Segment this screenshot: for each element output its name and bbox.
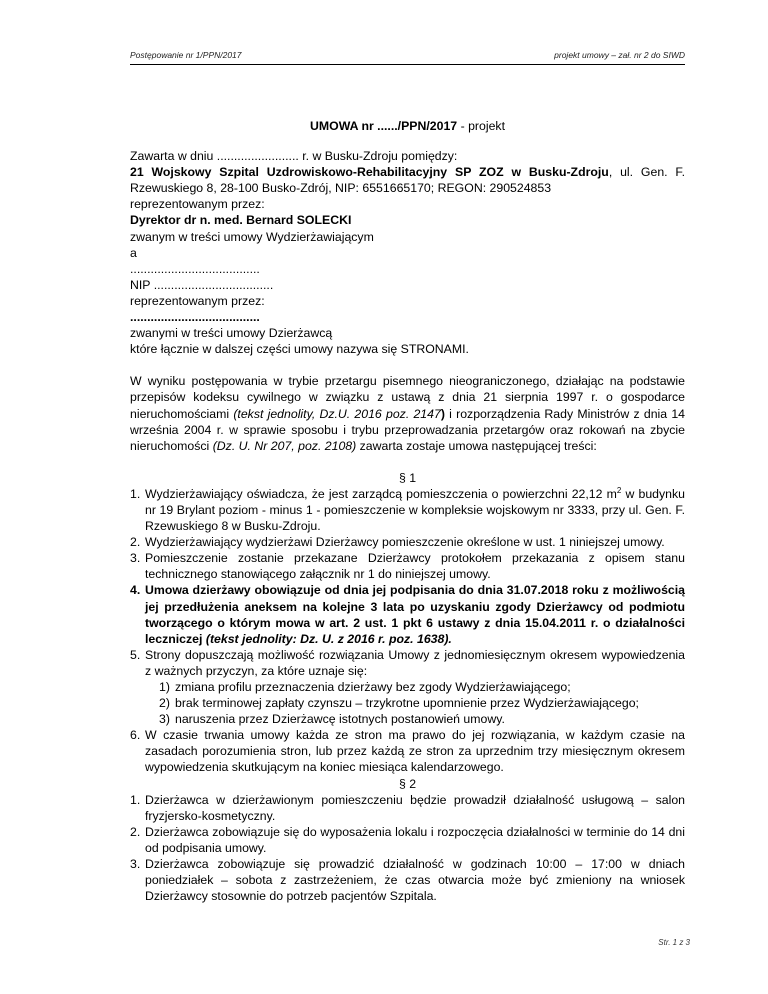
intro-citation-2: (Dz. U. Nr 207, poz. 2108) — [212, 438, 357, 453]
lessor-name: 21 Wojskowy Szpital Uzdrowiskowo-Rehabilitacyjny SP ZOZ w Busku-Zdroju — [130, 165, 609, 180]
s1-item-5-num: 5. — [130, 647, 141, 662]
s2-item-2-num: 2. — [130, 824, 141, 839]
intro-text-3: zawarta zostaje umowa następującej treści: — [356, 438, 597, 453]
s1-sub-2-num: 2) — [159, 696, 170, 711]
parties-definition: które łącznie w dalszej części umowy nazywa się STRONAMI. — [130, 342, 469, 357]
s1-item-2 — [130, 534, 685, 550]
s1-sub-1-text: zmiana profilu przeznaczenia dzierżawy bez zgody Wydzierżawiającego; — [175, 680, 571, 694]
lessor-address-part2: Rzewuskiego 8, 28-100 Busko-Zdrój, NIP: 6551665170; REGON: 290524853 — [130, 181, 552, 196]
s2-item-1-text: Dzierżawca w dzierżawionym pomieszczeniu będzie prowadził działalność usługową – salon fryzjersko-kosmetyczny. — [145, 792, 685, 823]
lessee-representative-blank: ...................................... — [130, 310, 260, 325]
lessee-definition: zwanymi w treści umowy Dzierżawcą — [130, 326, 333, 341]
s2-item-3-text: Dzierżawca zobowiązuje się prowadzić działalność w godzinach 10:00 – 17:00 w dniach poniedziałek – sobota z zastrzeżeniem, że czas otwarcia może być zmieniony na wniosek Dzierżawcy stosownie do potrzeb pacjentów Szpitala. — [145, 857, 685, 904]
represented-by-2: reprezentowanym przez: — [130, 293, 265, 308]
section-2-heading: § 2 — [398, 776, 417, 791]
director-name: Dyrektor dr n. med. Bernard SOLECKI — [130, 213, 352, 228]
s1-item-1-text-b: w budynku nr 19 Brylant poziom - minus 1 - pomieszczenie w kompleksie wojskowym nr 3333, przy ul. Gen. F. Rzewuskiego 8 w Busku-Zdroju. — [145, 486, 685, 534]
s1-item-6-text: W czasie trwania umowy każda ze stron ma prawo do jej rozwiązania, w każdym czasie na zasadach porozumienia stron, lub przez każdą ze stron za uprzednim trzy miesięcznym okresem wypowiedzenia skutkującym na koniec miesiąca kalendarzowego. — [145, 728, 685, 775]
intro-paragraph — [130, 373, 685, 453]
lessor-details — [130, 164, 685, 180]
s1-item-3-text: Pomieszczenie zostanie przekazane Dzierżawcy protokołem przekazania z opisem stanu technicznego stanowiącego załącznik nr 1 do niniejszej umowy. — [145, 551, 685, 582]
section-1-heading: § 1 — [398, 470, 417, 485]
contract-date-line: Zawarta w dniu ........................ r. w Busku-Zdroju pomiędzy: — [130, 149, 458, 164]
intro-text-2: i rozporządzenia Rady Ministrów z dnia 14 września 2004 r. w sprawie sposobu i trybu przeprowadzania przetargów oraz rokowań na zbycie nieruchomości — [130, 406, 686, 453]
s1-item-1-num: 1. — [130, 486, 141, 501]
s1-item-1-sup: 2 — [616, 485, 622, 495]
conjunction-and: a — [130, 245, 137, 260]
s1-item-4-num: 4. — [130, 583, 141, 598]
s1-sub-3-num: 3) — [159, 712, 170, 727]
s1-item-3-num: 3. — [130, 551, 141, 566]
s2-item-1 — [130, 792, 685, 824]
s1-item-5-sub-1 — [155, 679, 685, 695]
title-suffix: - projekt — [457, 119, 505, 133]
s1-item-6-num: 6. — [130, 728, 141, 743]
s2-item-1-num: 1. — [130, 792, 141, 807]
parties-section — [130, 148, 685, 357]
intro-text-1: W wyniku postępowania w trybie przetargu pisemnego nieograniczonego, działając na podstawie przepisów kodeksu cywilnego w związku z ustawą z dnia 21 sierpnia 1997 r. o gospodarce nieruchomościami — [130, 374, 685, 421]
represented-by-1: reprezentowanym przez: — [130, 197, 265, 212]
s1-sub-1-num: 1) — [159, 680, 170, 694]
s1-item-4 — [130, 582, 685, 646]
page-number: Str. 1 z 3 — [658, 938, 690, 947]
s1-item-3 — [130, 550, 685, 582]
lessor-address-part1: , ul. Gen. F. — [608, 165, 685, 180]
s1-item-5-sub-2 — [155, 695, 685, 711]
section-2-list — [130, 792, 685, 905]
s1-sub-2-text: brak terminowej zapłaty czynszu – trzykrotne upomnienie przez Wydzierżawiającego; — [175, 696, 639, 711]
s2-item-3-num: 3. — [130, 857, 141, 872]
header-left: Postępowanie nr 1/PPN/2017 — [130, 50, 242, 60]
s1-item-1-text-a: Wydzierżawiający oświadcza, że jest zarządcą pomieszczenia o powierzchni 22,12 m — [145, 486, 617, 501]
lessor-definition: zwanym w treści umowy Wydzierżawiającym — [130, 229, 374, 244]
s1-item-4-citation: (tekst jednolity: Dz. U. z 2016 r. poz. 1638). — [205, 631, 452, 646]
lessee-name-blank: ...................................... — [130, 261, 260, 276]
s1-sub-3-text: naruszenia przez Dzierżawcę istotnych postanowień umowy. — [175, 712, 505, 727]
s1-item-1 — [130, 486, 685, 534]
document-body — [130, 118, 685, 904]
s2-item-2 — [130, 824, 685, 856]
intro-paren: ) — [440, 406, 445, 421]
s1-item-4-text: Umowa dzierżawy obowiązuje od dnia jej podpisania do dnia 31.07.2018 roku z możliwością jej przedłużenia aneksem na kolejne 3 lata po uzyskaniu zgody Dzierżawcy od podmiotu tworzącego o którym mowa w art. 2 ust. 1 pkt 6 ustawy z dnia 15.04.2011 r. o działalności leczniczej — [145, 583, 685, 646]
s1-item-5-sub-3 — [155, 711, 685, 727]
intro-citation-1: (tekst jednolity, Dz.U. 2016 poz. 2147 — [233, 406, 441, 421]
s1-item-5-sublist — [145, 679, 685, 727]
title-bold: UMOWA nr ....../PPN/2017 — [310, 119, 458, 133]
page-header — [130, 50, 685, 65]
section-1-list — [130, 486, 685, 776]
s1-item-6 — [130, 727, 685, 775]
s1-item-2-num: 2. — [130, 535, 141, 550]
document-title — [130, 118, 685, 134]
lessee-nip: NIP ................................... — [130, 277, 274, 292]
s1-item-5 — [130, 647, 685, 727]
s2-item-3 — [130, 856, 685, 904]
s2-item-2-text: Dzierżawca zobowiązuje się do wyposażenia lokalu i rozpoczęcia działalności w terminie do 14 dni od podpisania umowy. — [145, 824, 685, 855]
header-right: projekt umowy – zał. nr 2 do SIWD — [554, 50, 685, 60]
s1-item-5-text: Strony dopuszczają możliwość rozwiązania Umowy z jednomiesięcznym okresem wypowiedzenia z ważnych przyczyn, za które uznaje się: — [145, 647, 685, 678]
s1-item-2-text: Wydzierżawiający wydzierżawi Dzierżawcy pomieszczenie określone w ust. 1 niniejszej umowy. — [145, 535, 665, 550]
